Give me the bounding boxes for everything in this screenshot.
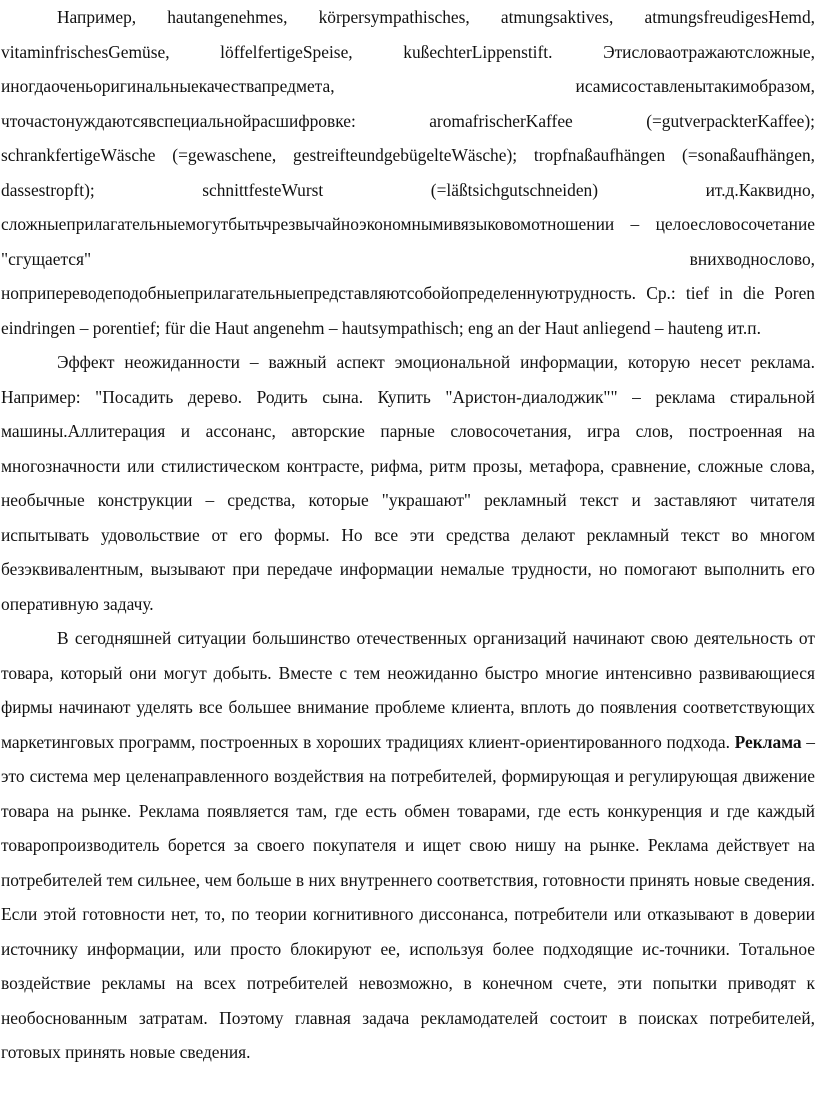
bold-term-advertising: Реклама (734, 731, 802, 752)
paragraph-text-start: В сегодняшней ситуации большинство отечественных организаций начинают свою деятельность от товара, который они могут добыть. Вместе с тем неожиданно быстро многие интенсивно развивающиеся фирмы начинают уделять все большее внимание проблеме клиента, вплоть до появления соответствующих маркетинговых программ, построенных в хороших традициях клиент-ориентированного подхода. (1, 628, 815, 752)
paragraph-text-end: – это система мер целенаправленного воздействия на потребителей, формирующая и регулирующая движение товара на рынке. Реклама появляется там, где есть обмен товарами, где есть конкуренция и где каждый товаропроизводитель борется за своего покупателя и ищет свою нишу на рынке. Реклама действует на потребителей тем сильнее, чем больше в них внутреннего соответствия, готовности принять новые сведения. Если этой готовности нет, то, по теории когнитивного диссонанса, потребители или отказывают в доверии источнику информации, или просто блокируют ее, используя более подходящие ис-точники. Тотальное воздействие рекламы на всех потребителей невозможно, в конечном счете, эти попытки приводят к необоснованным затратам. Поэтому главная задача рекламодателей состоит в поисках потребителей, готовых принять новые сведения. (1, 731, 816, 1062)
paragraph-advertising-definition (1, 621, 815, 1070)
paragraph-surprise-effect: Эффект неожиданности – важный аспект эмоциональной информации, которую несет реклама. Например: "Посадить дерево. Родить сына. Купить "Аристон-диалоджик"" – реклама стиральной машины.Аллитерация и ассонанс, авторские парные словосочетания, игра слов, построенная на многозначности или стилистическом контрасте, рифма, ритм прозы, метафора, сравнение, сложные слова, необычные конструкции – средства, которые "украшают" рекламный текст и заставляют читателя испытывать удовольствие от его формы. Но все эти средства делают рекламный текст во многом безэквивалентным, вызывают при передаче информации немалые трудности, но помогают выполнить его оперативную задачу. (1, 352, 815, 614)
paragraph-compound-adjectives: Например, hautangenehmes, körpersympathisches, atmungsaktives, atmungsfreudigesHemd, vitaminfrischesGemüse, löffelfertigeSpeise, kußechterLippenstift. Этисловаотражаютсложные, иногдаоченьоригинальныекачествапредмета, исамисоставленытакимобразом, чточастонуждаютсявспециальнойрасшифровке: aromafrischerKaffee (=gutverpackterKaffee); schrankfertigeWäsche (=gewaschene, gestreifteundgebügelteWäsche); tropfnaßaufhängen (=sonaßaufhängen, dassestropft); schnittfesteWurst (=läßtsichgutschneiden) ит.д.Каквидно, сложныеприлагательныемогутбытьчрезвычайноэкономнымивязыковомотношении – целоесловосочетание "сгущается" внихводнослово, ноприпереводеподобныеприлагательныепредставляютсобойопределеннуютрудность. Ср.: tief in die Poren eindringen – porentief; für die Haut angenehm – hautsympathisch; eng an der Haut anliegend – hauteng ит.п. (1, 7, 815, 338)
